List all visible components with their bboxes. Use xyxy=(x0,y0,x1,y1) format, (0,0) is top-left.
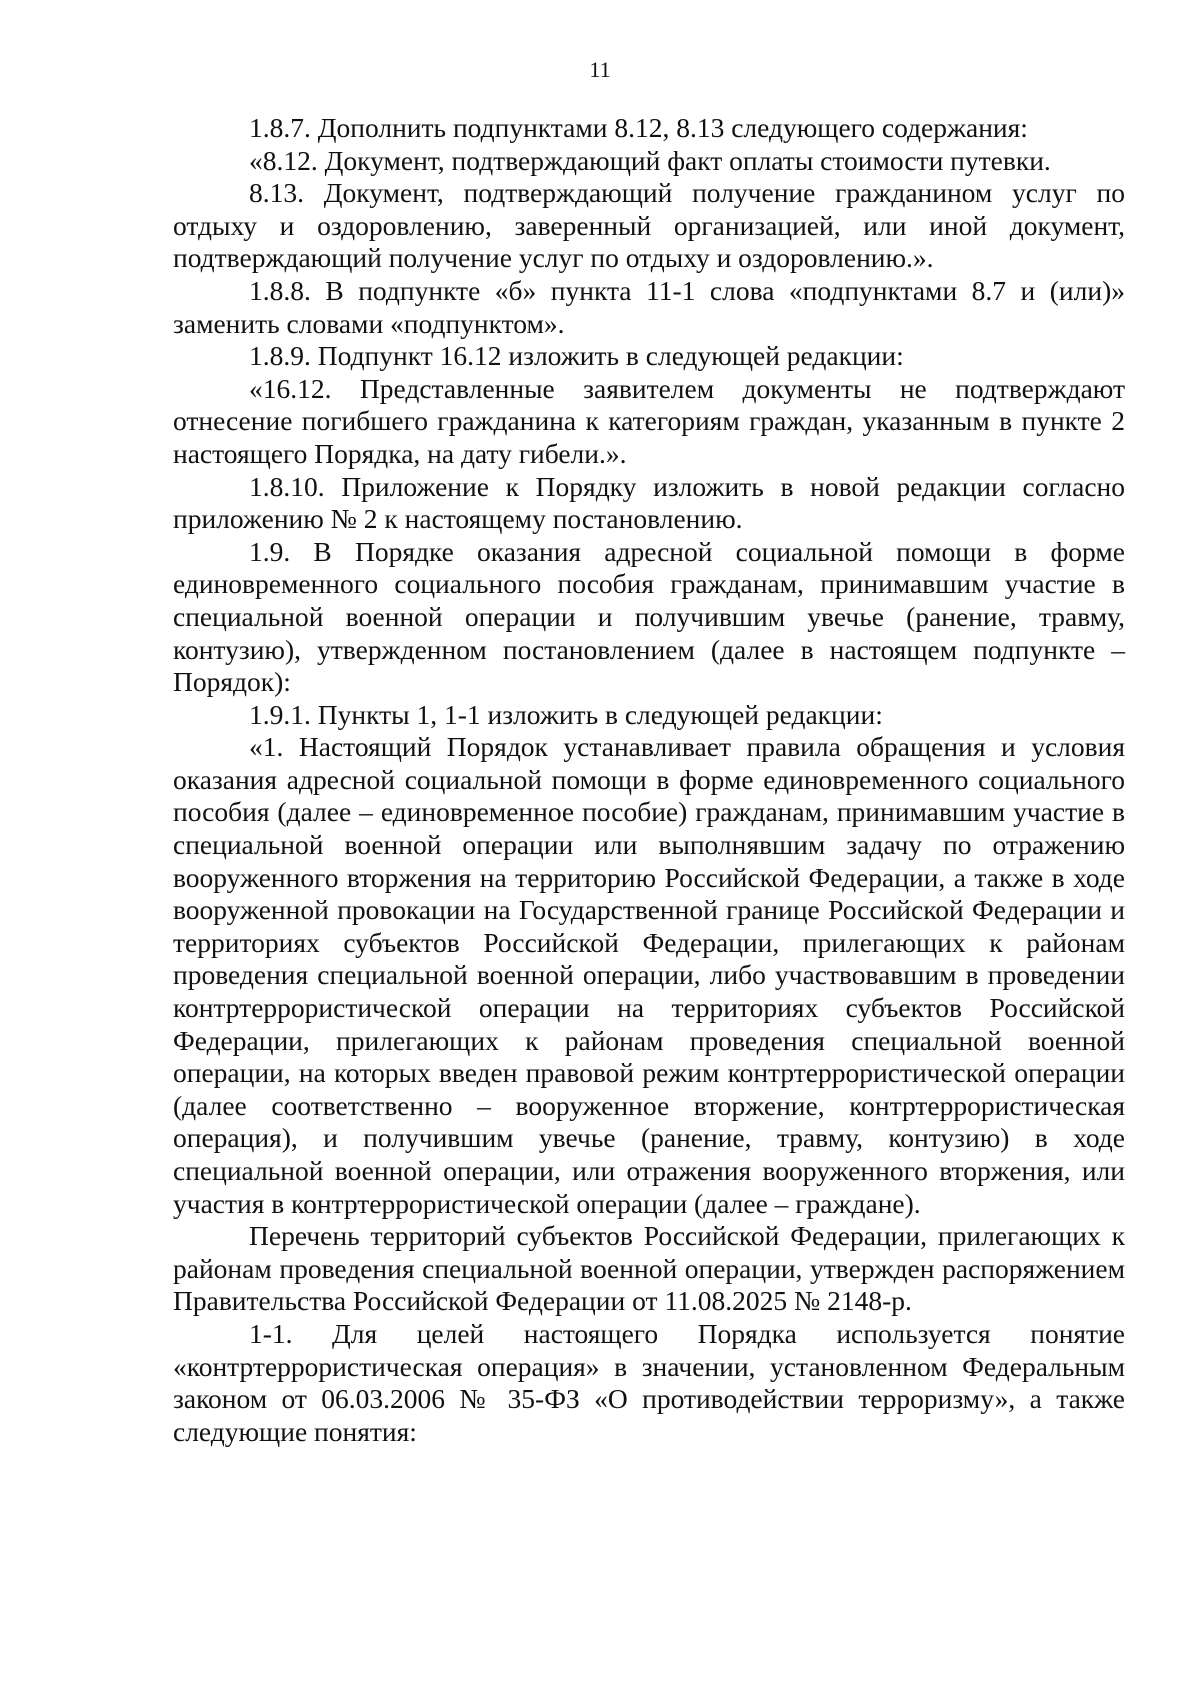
paragraph-1-9-1: 1.9.1. Пункты 1, 1-1 изложить в следующей редакции: xyxy=(249,698,883,730)
paragraph-point-1-1: 1-1. Для целей настоящего Порядка используется понятие «контртеррористическая операция» в значении, установленном Федеральным законом от 06.03.2006 № 35-ФЗ «О противодействии терроризму», а также следующие понятия: xyxy=(173,1317,1125,1447)
paragraph-1-8-8: 1.8.8. В подпункте «б» пункта 11-1 слова «подпунктами 8.7 и (или)» заменить словами «подпунктом». xyxy=(173,274,1125,339)
paragraph-point-1: «1. Настоящий Порядок устанавливает правила обращения и условия оказания адресной социальной помощи в форме единовременного социального пособия (далее – единовременное пособие) гражданам, принимавшим участие в специальной военной операции или выполнявшим задачу по отражению вооруженного вторжения на территорию Российской Федерации, а также в ходе вооруженной провокации на Государственной границе Российской Федерации и территориях субъектов Российской Федерации, прилегающих к районам проведения специальной военной операции, либо участвовавшим в проведении контртеррористической операции на территориях субъектов Российской Федерации, прилегающих к районам проведения специальной военной операции, на которых введен правовой режим контртеррористической операции (далее соответственно – вооруженное вторжение, контртеррористическая операция), и получившим увечье (ранение, травму, контузию) в ходе специальной военной операции, или отражения вооруженного вторжения, или участия в контртеррористической операции (далее – граждане). xyxy=(173,731,1125,1219)
paragraph-1-8-7: 1.8.7. Дополнить подпунктами 8.12, 8.13 следующего содержания: xyxy=(249,112,1028,143)
paragraph-territories-list: Перечень территорий субъектов Российской Федерации, прилегающих к районам проведения специальной военной операции, утвержден распоряжением Правительства Российской Федерации от 11.08.2025 № 2148-р. xyxy=(173,1220,1125,1317)
document-body xyxy=(173,112,1125,1448)
paragraph-1-8-9: 1.8.9. Подпункт 16.12 изложить в следующей редакции: xyxy=(249,340,904,372)
page-number: 11 xyxy=(589,57,611,82)
paragraph-1-8-10: 1.8.10. Приложение к Порядку изложить в новой редакции согласно приложению № 2 к настоящему постановлению. xyxy=(173,470,1125,535)
paragraph-8-12: «8.12. Документ, подтверждающий факт оплаты стоимости путевки. xyxy=(249,144,1051,176)
paragraph-8-13: 8.13. Документ, подтверждающий получение гражданином услуг по отдыху и оздоровлению, заверенный организацией, или иной документ, подтверждающий получение услуг по отдыху и оздоровлению.». xyxy=(173,177,1125,274)
paragraph-16-12: «16.12. Представленные заявителем документы не подтверждают отнесение погибшего гражданина к категориям граждан, указанным в пункте 2 настоящего Порядка, на дату гибели.». xyxy=(173,372,1125,469)
paragraph-1-9: 1.9. В Порядке оказания адресной социальной помощи в форме единовременного социального пособия гражданам, принимавшим участие в специальной военной операции и получившим увечье (ранение, травму, контузию), утвержденном постановлением (далее в настоящем подпункте – Порядок): xyxy=(173,535,1125,698)
